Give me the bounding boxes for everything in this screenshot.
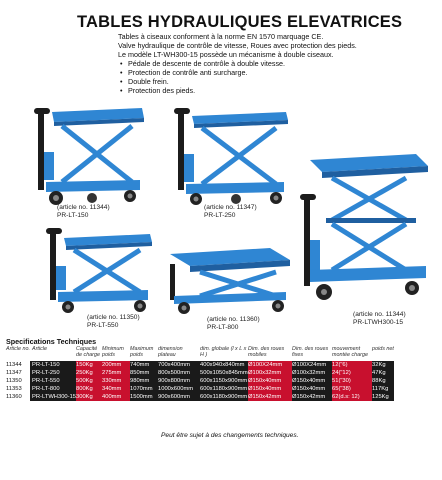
article-number: (article no. 11344) — [57, 204, 110, 211]
table-cell: 51("30) — [332, 377, 372, 385]
table-cell: Ø150x40mm — [248, 385, 292, 393]
product-caption — [87, 314, 140, 330]
table-cell: PR-LT-150 — [30, 361, 76, 369]
table-cell: 62(d.s: 12) — [332, 393, 372, 401]
feature-item: • Pédale de descente de contrôle à double vitesse. — [128, 59, 438, 68]
product-model: PR-LTWH300-15 — [353, 319, 404, 326]
table-cell: PR-LT-250 — [30, 369, 76, 377]
col-header: Minimum poids — [102, 346, 124, 358]
col-header: Article — [32, 346, 47, 352]
intro-line: Valve hydraulique de contrôle de vitesse, Roues avec protection des pieds. — [118, 41, 357, 50]
product-image-lt-800 — [166, 244, 294, 318]
product-caption — [353, 311, 406, 327]
article-number: (article no. 11347) — [204, 204, 257, 211]
table-cell: PR-LT-550 — [30, 377, 76, 385]
spec-table-header — [6, 346, 410, 361]
table-cell: Ø100x32mm — [248, 369, 292, 377]
table-cell: 200mm — [102, 361, 130, 369]
product-caption — [207, 316, 260, 332]
table-cell: 600x1180x900mm — [200, 394, 248, 400]
table-cell: 11344 — [6, 361, 30, 369]
col-header: dim. globale (l x L x H ) — [200, 346, 247, 358]
col-header: Dim. des roues mobiles — [248, 346, 285, 358]
table-cell: 800x500mm — [158, 369, 200, 377]
col-header: poids net — [372, 346, 394, 352]
table-cell: 250Kg — [76, 369, 102, 377]
table-cell: 1500mm — [130, 393, 158, 401]
col-header: Dim. des roues fixes — [292, 346, 329, 358]
table-row — [6, 377, 410, 385]
product-model: PR-LT-150 — [57, 212, 89, 219]
product-image-ltwh300-15 — [296, 150, 436, 312]
col-header: Article no. — [6, 346, 30, 352]
table-cell: 900x800mm — [158, 377, 200, 385]
intro-line: Le modèle LT-WH300-15 possède un mécanisme à double ciseaux. — [118, 50, 334, 59]
table-cell: 65("38) — [332, 385, 372, 393]
table-row — [6, 385, 410, 393]
table-cell: 700x400mm — [158, 361, 200, 369]
feature-item: • Protection des pieds. — [128, 86, 438, 95]
table-cell: PR-LTWH300-15 — [32, 394, 76, 400]
product-image-lt-150 — [32, 104, 147, 208]
table-cell: 11347 — [6, 369, 30, 377]
table-cell: 900x600mm — [158, 393, 200, 401]
feature-item: • Double frein. — [128, 77, 438, 86]
table-row — [6, 361, 410, 369]
page-title: TABLES HYDRAULIQUES ELEVATRICES — [77, 13, 403, 31]
table-cell: 1000x600mm — [158, 385, 200, 393]
table-cell: 24("12) — [332, 369, 372, 377]
table-cell: 740mm — [130, 361, 158, 369]
article-number: (article no. 11350) — [87, 314, 140, 321]
table-cell: 600x1180x900mm — [200, 386, 248, 392]
spec-title: Specifications Techniques — [6, 337, 97, 346]
product-model: PR-LT-800 — [207, 324, 239, 331]
product-caption — [57, 204, 110, 220]
product-image-lt-250 — [172, 104, 290, 208]
col-header: dimension plateau — [158, 346, 183, 358]
table-cell: Ø100X24mm — [292, 361, 332, 369]
product-image-lt-550 — [44, 226, 156, 316]
table-cell: 117Kg — [372, 385, 394, 393]
table-cell: 11360 — [6, 393, 30, 401]
table-cell: 32Kg — [372, 361, 394, 369]
article-number: (article no. 11344) — [353, 311, 406, 318]
table-cell: 275mm — [102, 369, 130, 377]
table-row — [6, 393, 410, 401]
intro-text — [118, 32, 438, 95]
feature-item: • Protection de contrôle anti surcharge. — [128, 68, 438, 77]
table-row — [6, 369, 410, 377]
table-cell: 300Kg — [76, 393, 102, 401]
product-model: PR-LT-250 — [204, 212, 236, 219]
table-cell: Ø100X24mm — [248, 361, 292, 369]
table-cell: Ø150x42mm — [292, 393, 332, 401]
table-cell: 400mm — [102, 393, 130, 401]
col-header: Capacité de charge — [76, 346, 100, 358]
table-cell: Ø150x40mm — [292, 377, 332, 385]
table-cell: 11353 — [6, 385, 30, 393]
table-cell: 125Kg — [372, 393, 394, 401]
article-number: (article no. 11360) — [207, 316, 260, 323]
table-cell: 500x1050x845mm — [200, 370, 248, 376]
spec-table — [6, 346, 410, 401]
table-cell: 88Kg — [372, 377, 394, 385]
product-model: PR-LT-550 — [87, 322, 119, 329]
table-cell: Ø150x40mm — [248, 377, 292, 385]
table-cell: 340mm — [102, 385, 130, 393]
table-cell: 850mm — [130, 369, 158, 377]
table-cell: 1070mm — [130, 385, 158, 393]
footer-note: Peut être sujet à des changements techniques. — [161, 432, 299, 439]
table-cell: 12("6) — [332, 361, 372, 369]
table-cell: Ø150x40mm — [292, 385, 332, 393]
table-cell: 980mm — [130, 377, 158, 385]
table-cell: 400x940x840mm — [200, 361, 248, 369]
product-caption — [204, 204, 257, 220]
table-cell: 150Kg — [76, 361, 102, 369]
table-cell: 47Kg — [372, 369, 394, 377]
table-cell: Ø150x42mm — [248, 393, 292, 401]
col-header: Maximum poids — [130, 346, 154, 358]
table-cell: PR-LT-800 — [30, 385, 76, 393]
intro-line: Tables à ciseaux conforment à la norme EN 1570 marquage CE. — [118, 32, 324, 41]
table-cell: Ø100x32mm — [292, 369, 332, 377]
table-cell: 500Kg — [76, 377, 102, 385]
table-cell: 11350 — [6, 377, 30, 385]
table-cell: 600x1150x900mm — [200, 378, 248, 384]
table-cell: 800Kg — [76, 385, 102, 393]
col-header: mouvement montée charge — [332, 346, 368, 358]
feature-list — [118, 59, 438, 95]
table-cell: 330mm — [102, 377, 130, 385]
